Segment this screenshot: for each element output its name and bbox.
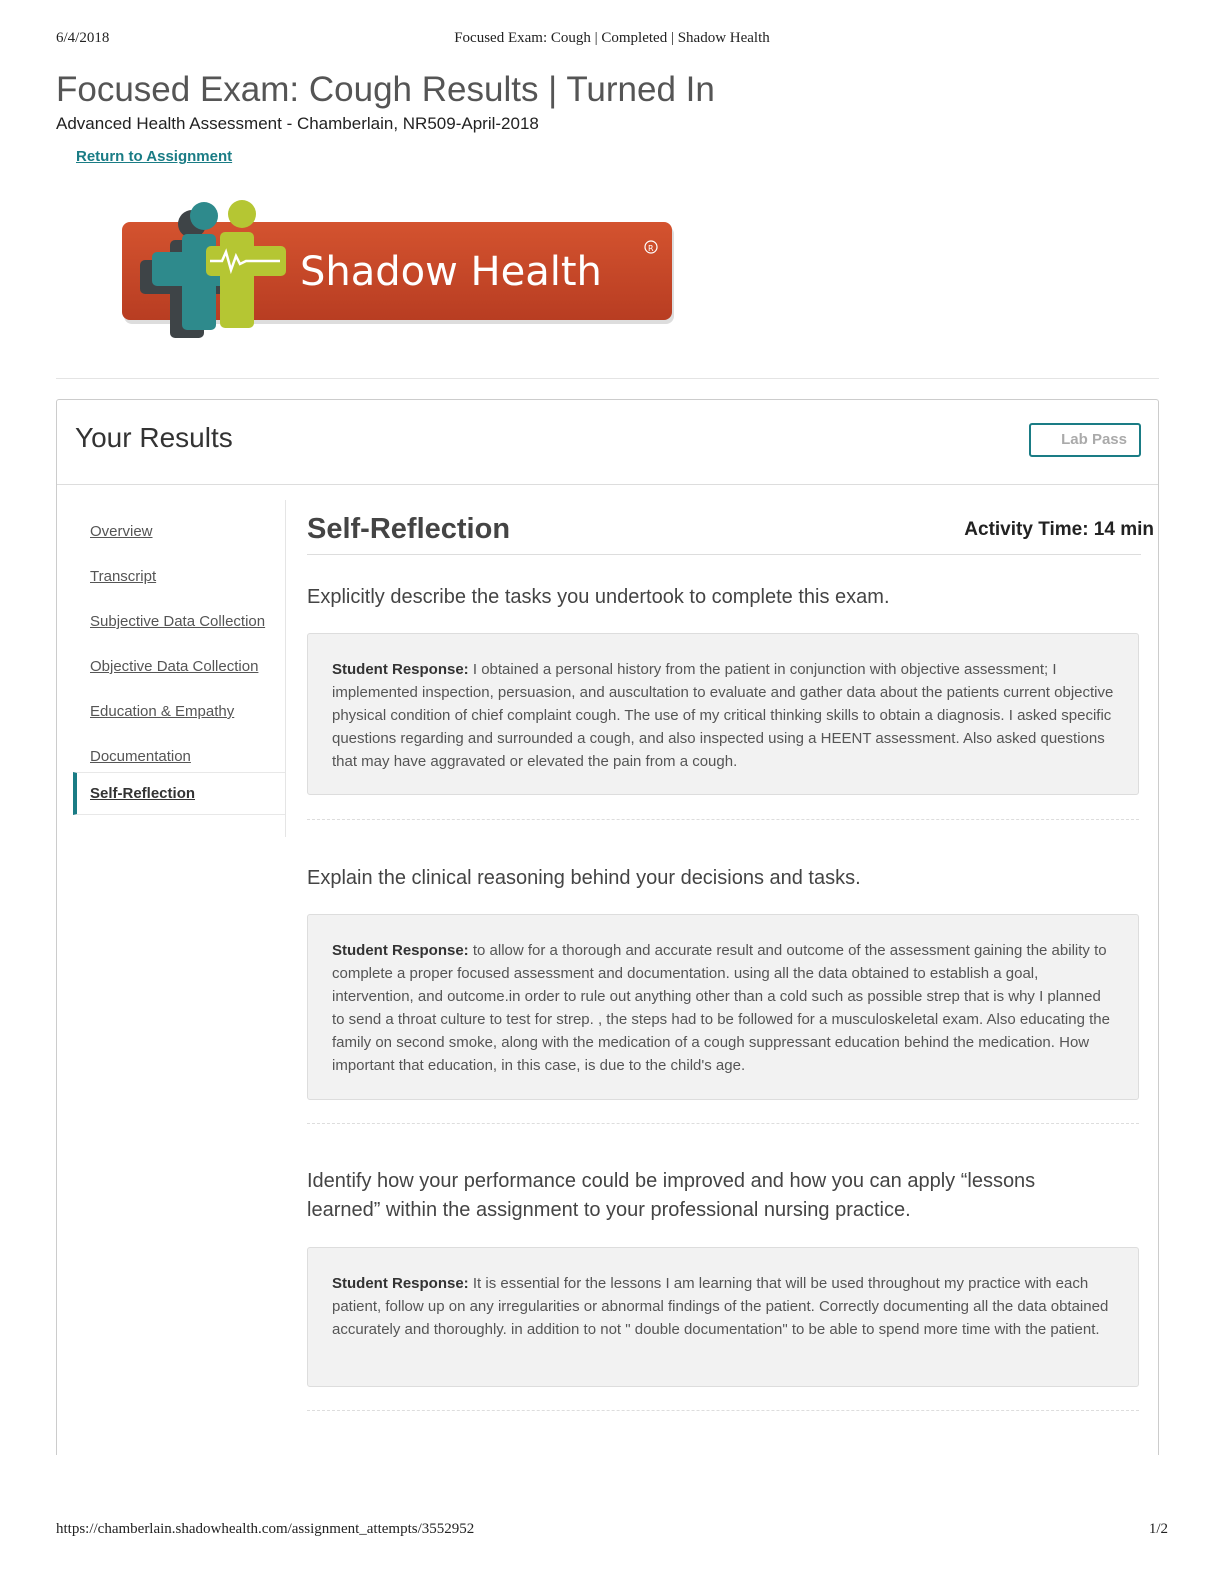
nav-item-subjective-data-collection[interactable]: Subjective Data Collection [90, 613, 266, 630]
response-label: Student Response: [332, 942, 473, 959]
section-divider [307, 554, 1141, 555]
nav-item-documentation[interactable]: Documentation [90, 748, 191, 765]
nav-item-overview[interactable]: Overview [90, 523, 153, 540]
nav-item-objective-data-collection[interactable]: Objective Data Collection [90, 658, 259, 675]
student-response [307, 1247, 1139, 1387]
course-name: Advanced Health Assessment - Chamberlain, NR509-April-2018 [56, 114, 539, 133]
response-text: I obtained a personal history from the patient in conjunction with objective assessment; I implemented inspection, persuasion, and auscultation to evaluate and gather data about the patients current objective physical condition of chief complaint cough. The use of my critical thinking skills to obtain a diagnosis. I asked specific questions regarding and surrounded a cough, and also inspected using a HEENT assessment. Also asked questions that may have aggravated or elevated the pain from a cough. [332, 661, 1114, 770]
response-text: It is essential for the lessons I am learning that will be used throughout my practice with each patient, follow up on any irregularities or abnormal findings of the patient. Correctly documenting all the data obtained accurately and thoroughly. in addition to not " double documentation" to be able to spend more time with the patient. [332, 1275, 1109, 1338]
page-title: Focused Exam: Cough Results | Turned In [56, 70, 715, 109]
shadow-health-logo [118, 196, 678, 351]
question-prompt: Identify how your performance could be improved and how you can apply “lessons learned” within the assignment to your professional nursing practice. [307, 1170, 1036, 1221]
page-number: 1/2 [1148, 1521, 1168, 1537]
response-label: Student Response: [332, 1275, 473, 1292]
print-url: https://chamberlain.shadowhealth.com/assignment_attempts/3552952 [56, 1521, 475, 1537]
activity-time: Activity Time: 14 min [964, 519, 1154, 540]
results-title: Your Results [75, 422, 233, 453]
nav-item-education-empathy[interactable]: Education & Empathy [90, 703, 235, 720]
results-panel [56, 399, 1159, 1455]
question-prompt: Explain the clinical reasoning behind your decisions and tasks. [307, 867, 861, 889]
divider [56, 378, 1159, 379]
response-label: Student Response: [332, 661, 473, 678]
question-prompt: Explicitly describe the tasks you undertook to complete this exam. [307, 586, 890, 608]
nav-item-transcript[interactable]: Transcript [90, 568, 157, 585]
student-response [307, 914, 1139, 1100]
print-date: 6/4/2018 [56, 30, 110, 46]
student-response [307, 633, 1139, 795]
return-to-assignment-link[interactable]: Return to Assignment [76, 148, 233, 165]
svg-text:R: R [648, 244, 654, 253]
nav-item-self-reflection[interactable]: Self-Reflection [73, 772, 285, 815]
lab-pass-button[interactable]: Lab Pass [1029, 423, 1141, 457]
section-title: Self-Reflection [307, 513, 511, 545]
print-title: Focused Exam: Cough | Completed | Shadow Health [454, 30, 770, 46]
question-divider [307, 1410, 1139, 1411]
results-header [57, 400, 1158, 485]
response-text: to allow for a thorough and accurate result and outcome of the assessment gaining the ability to complete a proper focused assessment and documentation. using all the data obtained to establish a goal, intervention, and outcome.in order to rule out anything other than a cold such as possible strep that is why I planned to send a throat culture to test for strep. , the steps had to be followed for a musculoskeletal exam. Also educating the family on second smoke, along with the medication of a cough suppressant education behind the medication. How important that education, in this case, is due to the child's age. [332, 942, 1110, 1074]
results-sidenav [73, 500, 286, 837]
logo-text: Shadow Health [300, 249, 602, 295]
question-divider [307, 1123, 1139, 1124]
question-divider [307, 819, 1139, 820]
